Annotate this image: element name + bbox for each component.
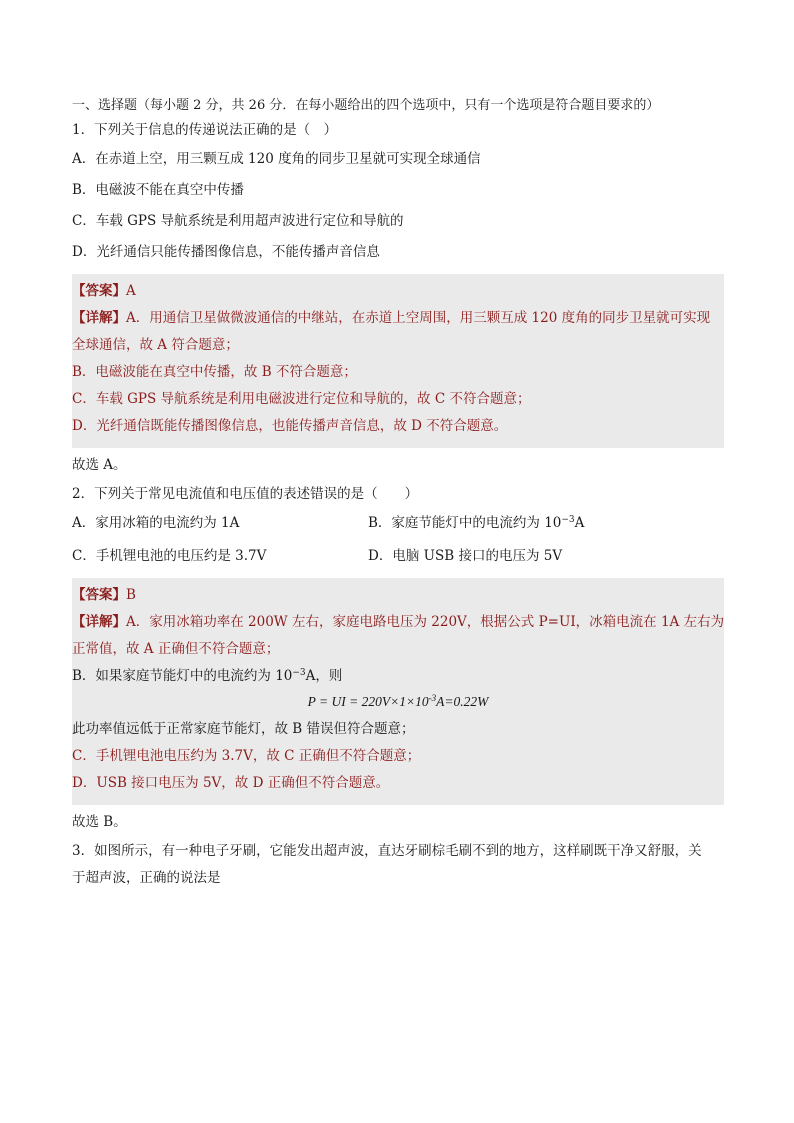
detail-line [72, 309, 724, 328]
answer-value: A [126, 283, 136, 299]
detail-line: C．手机锂电池电压约为 3.7V，故 C 正确但不符合题意； [72, 748, 421, 764]
detail-line [72, 667, 724, 686]
detail-line: 此功率值远低于正常家庭节能灯，故 B 错误但符合题意； [72, 721, 415, 737]
option-a: A．家用冰箱的电流约为 1A [72, 515, 240, 531]
question-1 [72, 121, 724, 475]
question-stem: 1．下列关于信息的传递说法正确的是（ ） [72, 122, 338, 138]
detail-line: D．USB 接口电压为 5V，故 D 正确但不符合题意。 [72, 775, 390, 791]
formula-text: P = UI = 220V×1×10 [307, 694, 429, 709]
conclusion: 故选 B。 [72, 814, 127, 830]
conclusion: 故选 A。 [72, 457, 127, 473]
detail-line: 全球通信，故 A 符合题意； [72, 337, 239, 353]
option-b: B．电磁波不能在真空中传播 [72, 182, 244, 198]
detail-text: A，则 [305, 668, 343, 684]
answer-line [72, 586, 724, 605]
answer-tag: 【答案】 [72, 283, 126, 299]
formula [72, 694, 724, 710]
detail-line [72, 613, 724, 632]
question-2 [72, 485, 724, 832]
options-grid [72, 514, 724, 566]
question-3 [72, 842, 724, 888]
option-c: C．手机锂电池的电压约是 3.7V [72, 548, 267, 564]
option-a: A．在赤道上空，用三颗互成 120 度角的同步卫星就可实现全球通信 [72, 151, 481, 167]
exponent: −3 [561, 515, 575, 525]
detail-tag: 【详解】 [72, 614, 126, 630]
detail-line: D．光纤通信既能传播图像信息，也能传播声音信息，故 D 不符合题意。 [72, 418, 508, 434]
detail-text: A．用通信卫星做微波通信的中继站，在赤道上空周围，用三颗互成 120 度角的同步卫星就可实现 [126, 310, 711, 326]
detail-text: B．如果家庭节能灯中的电流约为 10 [72, 668, 293, 684]
question-stem-cont: 于超声波，正确的说法是 [72, 870, 221, 886]
option-b-text: B．家庭节能灯中的电流约为 10 [368, 515, 562, 531]
formula-text: A=0.22W [436, 694, 489, 709]
option-d: D．光纤通信只能传播图像信息，不能传播声音信息 [72, 244, 380, 260]
question-stem: 2．下列关于常见电流值和电压值的表述错误的是（ ） [72, 486, 419, 502]
option-c: C．车载 GPS 导航系统是利用超声波进行定位和导航的 [72, 213, 404, 229]
detail-line: C．车载 GPS 导航系统是利用电磁波进行定位和导航的，故 C 不符合题意； [72, 391, 531, 407]
answer-line [72, 282, 724, 301]
answer-block [72, 274, 724, 448]
exam-page [72, 96, 724, 888]
exponent: −3 [292, 668, 306, 678]
answer-block [72, 578, 724, 805]
option-d: D．电脑 USB 接口的电压为 5V [368, 548, 563, 564]
section-title: 一、选择题（每小题 2 分，共 26 分．在每小题给出的四个选项中，只有一个选项是符合题目要求的） [72, 98, 660, 113]
answer-value: B [126, 587, 136, 603]
option-b-unit: A [574, 515, 585, 531]
question-stem: 3．如图所示，有一种电子牙刷，它能发出超声波，直达牙刷棕毛刷不到的地方，这样刷既干净又舒服，关 [72, 843, 702, 859]
detail-line: 正常值，故 A 正确但不符合题意； [72, 641, 280, 657]
detail-line: B．电磁波能在真空中传播，故 B 不符合题意； [72, 364, 357, 380]
exponent: -3 [428, 693, 437, 703]
option-b [368, 514, 724, 533]
answer-tag: 【答案】 [72, 587, 126, 603]
detail-text: A．家用冰箱功率在 200W 左右，家庭电路电压为 220V，根据公式 P=UI，冰箱电流在 1A 左右为 [126, 614, 725, 630]
detail-tag: 【详解】 [72, 310, 126, 326]
